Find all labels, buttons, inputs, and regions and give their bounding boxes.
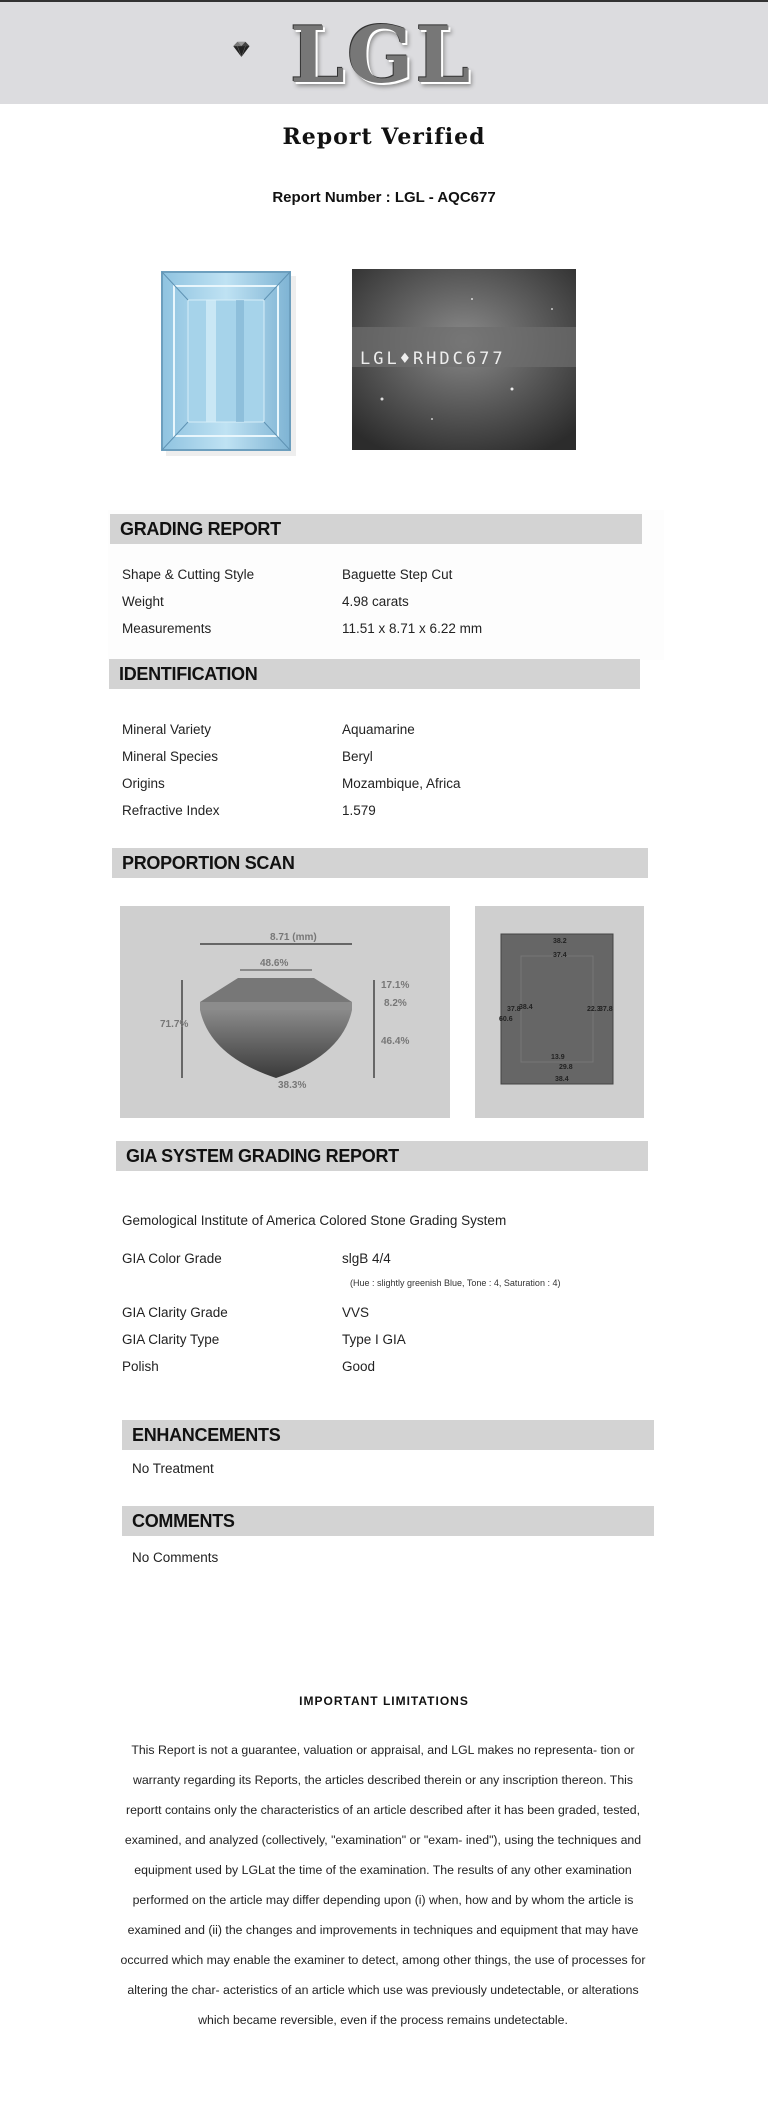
enhancements-heading: ENHANCEMENTS [122,1420,654,1450]
proportion-scan-heading: PROPORTION SCAN [112,848,648,878]
bottom-label-2: 29.8 [559,1064,573,1071]
row-value: Mozambique, Africa [342,776,461,791]
row-label: Weight [122,594,164,609]
top-label-1: 38.2 [553,938,567,945]
inscription-text: LGL♦RHDC677 [360,349,506,369]
row-value: Aquamarine [342,722,415,737]
comments-value: No Comments [132,1550,219,1565]
bottom-label-1: 13.9 [551,1054,565,1061]
top-view-diagram [475,906,644,1118]
left-label-3: 60.6 [499,1016,513,1023]
row-value: Beryl [342,749,373,764]
pavilion-label: 46.4% [381,1036,410,1047]
logo-text: LGL [290,10,473,101]
aquamarine-gem-photo-icon [136,266,326,460]
crown-label: 17.1% [381,980,410,991]
header-bar [0,0,768,104]
right-label-2: 37.8 [599,1006,613,1013]
row-value: 11.51 x 8.71 x 6.22 mm [342,621,483,636]
girdle-label: 8.2% [384,998,407,1009]
row-label: Polish [122,1359,159,1374]
culet-label: 38.3% [278,1080,307,1091]
row-value: 1.579 [342,803,376,818]
left-label-1: 37.8 [507,1006,521,1013]
inscription-photo [352,269,576,450]
row-label: Origins [122,776,165,791]
width-label: 8.71 (mm) [270,932,317,943]
row-value: slgB 4/4 [342,1251,391,1266]
right-label-1: 22.3 [587,1006,601,1013]
row-label: GIA Clarity Grade [122,1305,228,1320]
row-label: Shape & Cutting Style [122,567,255,582]
gia-subtitle: Gemological Institute of America Colored Stone Grading System [122,1213,507,1228]
grading-report-heading: GRADING REPORT [110,514,642,544]
comments-heading: COMMENTS [122,1506,654,1536]
total-depth-label: 71.7% [160,1019,189,1030]
color-grade-note: (Hue : slightly greenish Blue, Tone : 4, Saturation : 4) [350,1278,561,1288]
row-label: GIA Color Grade [122,1251,222,1266]
enhancements-value: No Treatment [132,1461,214,1476]
table-label: 48.6% [260,958,289,969]
limitations-heading: IMPORTANT LIMITATIONS [299,1694,469,1708]
bottom-label-3: 38.4 [555,1076,569,1083]
side-profile-diagram [120,906,450,1118]
row-label: Refractive Index [122,803,220,818]
gem-photo [136,266,326,460]
report-number: Report Number : LGL - AQC677 [272,189,496,206]
top-label-2: 37.4 [553,952,567,959]
left-label-2: 38.4 [519,1004,533,1011]
row-label: GIA Clarity Type [122,1332,220,1347]
row-label: Measurements [122,621,212,636]
gia-heading: GIA SYSTEM GRADING REPORT [116,1141,648,1171]
row-value: VVS [342,1305,370,1320]
row-value: Baguette Step Cut [342,567,453,582]
row-label: Mineral Species [122,749,219,764]
identification-heading: IDENTIFICATION [109,659,640,689]
limitations-text: This Report is not a guarantee, valuation or appraisal, and LGL makes no representa- tion or warranty regarding its Reports, the articles described therein or any inscription thereon. This reportt contains only the characteristics of an article described after it has been graded, tested, examined, and analyzed (collectively, "examination" or "exam- ined"), using the techniques and equipment used by LGLat the time of the examination. The results of any other examination performed on the article may differ depending upon (i) when, how and by whom the article is examined and (ii) the changes and improvements in techniques and equipment that may have occurred which may enable the examiner to detect, among other things, the use of processes for altering the char- acteristics of an article which use was previously undetectable, or alterations which became reversible, even if the process remains undetectable. [120,1743,646,2027]
row-value: 4.98 carats [342,594,409,609]
row-value: Good [342,1359,376,1374]
row-label: Mineral Variety [122,722,212,737]
row-value: Type I GIA [342,1332,406,1347]
page-title: Report Verified [282,124,486,150]
